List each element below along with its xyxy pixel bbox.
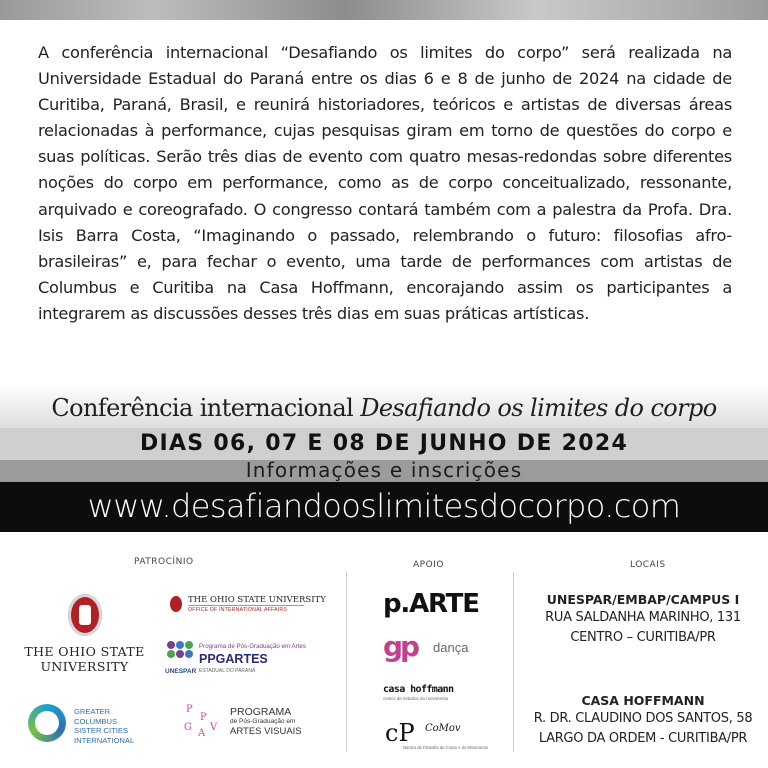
ppgartes-program-label: Programa de Pós-Graduação em Artes: [199, 643, 306, 650]
section-label-patrocinio: PATROCÍNIO: [134, 557, 194, 567]
location-address: R. DR. CLAUDINO DOS SANTOS, 58: [533, 711, 753, 726]
casa-hoffmann-sub: centro de estudos do movimento: [383, 696, 449, 701]
ohio-state-logo: [22, 594, 147, 674]
osu-oia-rule: [188, 605, 304, 606]
info-registration-label: Informações e inscrições: [0, 460, 768, 482]
gcsci-line1: GREATER: [74, 707, 111, 716]
intro-paragraph: A conferência internacional “Desafiando os limites do corpo” será realizada na Universidade Estadual do Paraná entre os dias 6 e 8 de junho de 2024 na cidade de Curitiba, Paraná, Brasil, e reunirá historiadores, teóricos e artistas de diversas áreas relacionadas à performance, cujas pesquisas giram em torno de questões do corpo e suas políticas. Serão três dias de evento com quatro mesas-redondas sobre diferentes noções do corpo em performance, como as de corpo conceitualizado, ressonante, arquivado e coreografado. O congresso contará também com a palestra da Profa. Dra. Isis Barra Costa, “Imaginando o passado, relembrando o futuro: filosofias afro-brasileiras” e, para fechar o evento, uma tarde de performances com artistas de Columbus e Curitiba na Casa Hoffmann, encorajando assim os participantes a integrarem as discussões desses três dias em suas práticas artísticas.: [38, 43, 732, 323]
ppgartes-logo: [165, 640, 315, 680]
location-city: LARGO DA ORDEM - CURITIBA/PR: [538, 731, 748, 746]
location-casa-hoffmann: [525, 693, 761, 749]
conference-title-band: [0, 389, 768, 428]
ohio-state-block-o-icon: [68, 594, 102, 636]
gp-mark: gp: [383, 630, 418, 663]
casa-hoffmann-wordmark: casa hoffmann: [383, 684, 454, 695]
ohio-state-name-line1: THE OHIO STATE: [24, 644, 145, 659]
column-divider-right: [513, 572, 514, 752]
column-divider-left: [346, 572, 347, 752]
comov-sub: Núcleo de Filosofia do Corpo e do Movimento: [403, 745, 488, 750]
osu-oia-subtitle: OFFICE OF INTERNATIONAL AFFAIRS: [188, 607, 288, 613]
gcsci-line4: INTERNATIONAL: [74, 735, 135, 745]
ppgav-line3: ARTES VISUAIS: [230, 726, 302, 737]
conference-title-italic: Desafiando os limites do corpo: [360, 394, 717, 422]
ppgartes-sub: ESTADUAL DO PARANÁ: [199, 668, 256, 674]
unespar-label: UNESPAR: [165, 668, 197, 675]
comov-mark: cP: [385, 719, 415, 747]
greater-columbus-sister-cities-logo: [28, 702, 158, 746]
gp-danca-logo: [383, 630, 493, 662]
osu-international-affairs-logo: [170, 594, 326, 620]
ppgav-logo: [180, 700, 320, 748]
ohio-state-name-line2: UNIVERSITY: [40, 659, 129, 674]
ppgartes-name: PPGARTES: [199, 652, 268, 666]
section-label-locais: LOCAIS: [630, 560, 666, 570]
gp-danca-label: dança: [433, 640, 469, 655]
location-city: CENTRO – CURITIBA/PR: [570, 630, 716, 645]
parte-logo: p.ARTE: [383, 589, 479, 619]
comov-logo: [383, 717, 493, 753]
location-name: CASA HOFFMANN: [581, 693, 705, 708]
osu-mini-o-icon: [170, 596, 182, 612]
location-name: UNESPAR/EMBAP/CAMPUS I: [546, 592, 740, 607]
conference-dates: DIAS 06, 07 E 08 DE JUNHO DE 2024: [0, 428, 768, 460]
gcsci-line3: SISTER CITIES: [74, 726, 129, 735]
sister-cities-ring-icon: [28, 704, 66, 742]
location-unespar: [525, 592, 761, 648]
website-link[interactable]: www.desafiandooslimitesdocorpo.com: [0, 482, 768, 532]
comov-name: CoMov: [425, 723, 461, 734]
ppgav-line1: PROGRAMA: [230, 706, 292, 718]
casa-hoffmann-logo: [383, 684, 493, 701]
ppgartes-emblem-icon: [167, 641, 195, 665]
ppgav-line2: de Pós-Graduação em: [230, 718, 296, 725]
conference-title-prefix: Conferência internacional: [51, 394, 354, 422]
ppgav-mark-icon: P P G A V: [184, 704, 218, 739]
gcsci-line2: COLUMBUS: [74, 716, 118, 726]
osu-oia-title: THE OHIO STATE UNIVERSITY: [188, 595, 326, 605]
header-photo-strip: [0, 0, 768, 20]
section-label-apoio: APOIO: [413, 560, 444, 570]
location-address: RUA SALDANHA MARINHO, 131: [545, 610, 741, 625]
